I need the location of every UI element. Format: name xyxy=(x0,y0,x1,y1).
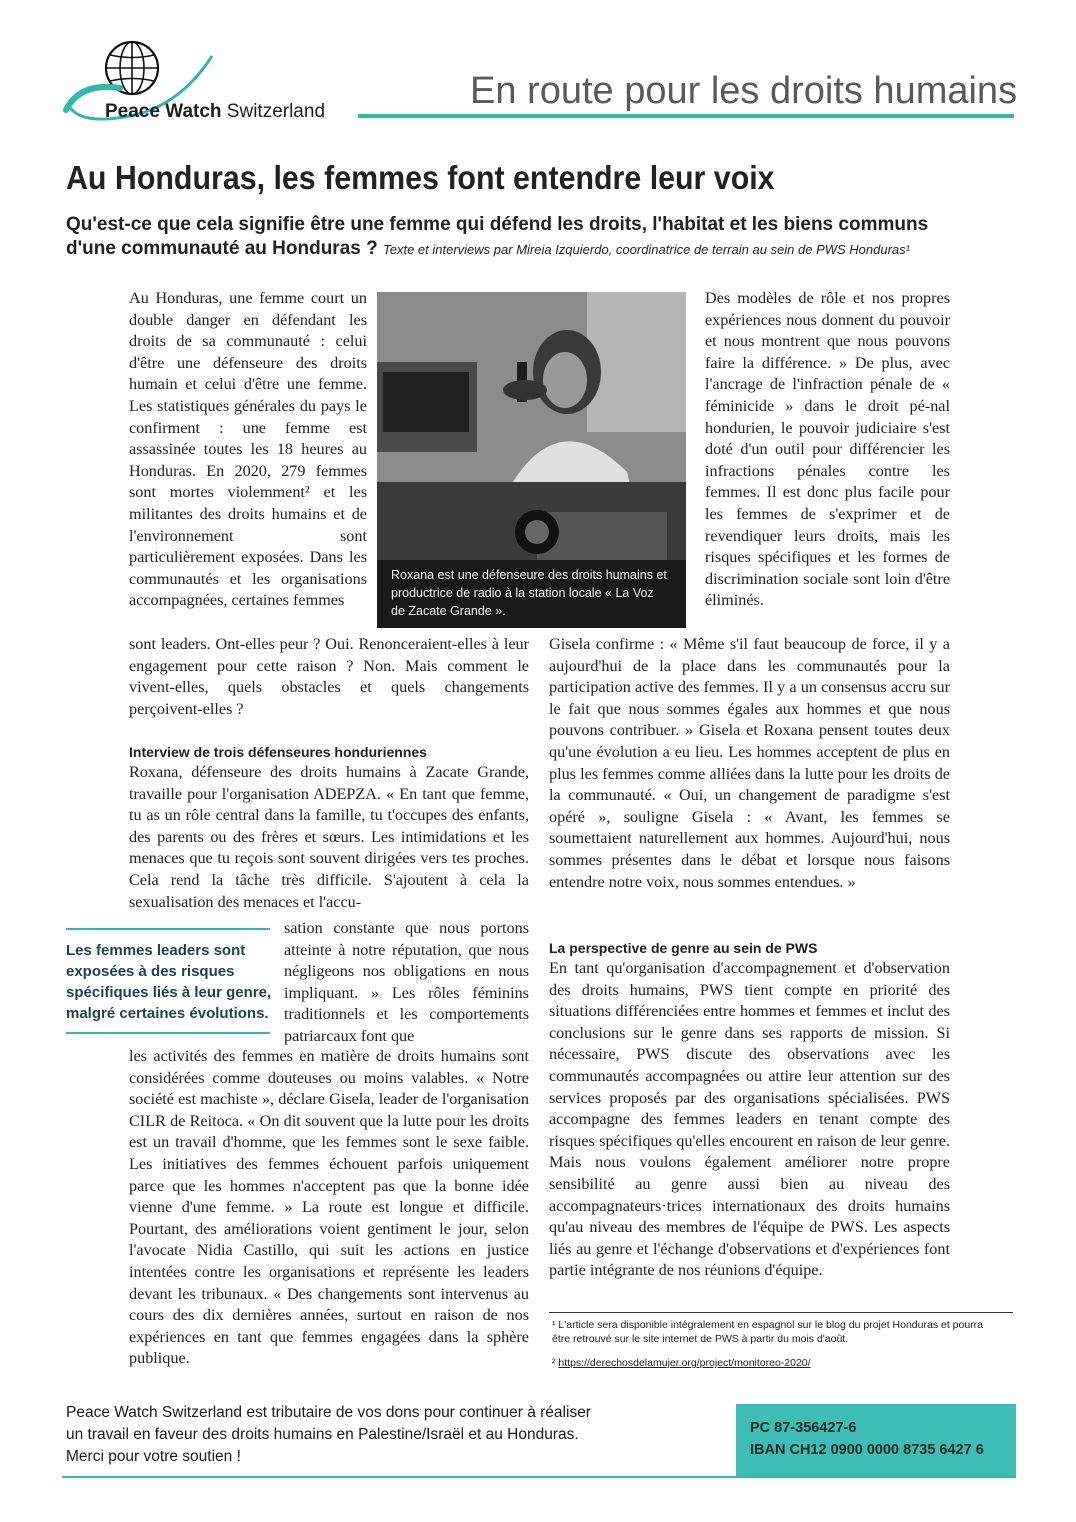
footnote-2-link[interactable]: https://derechosdelamujer.org/project/monitoreo-2020/ xyxy=(558,1357,811,1369)
tagline: En route pour les droits humains xyxy=(470,70,1018,112)
appeal-line-2: un travail en faveur des droits humains en Palestine/Israël et au Honduras. xyxy=(66,1426,579,1443)
bank-details-box xyxy=(736,1404,1016,1478)
pull-quote-rule-bottom xyxy=(66,1032,270,1034)
subhead-interview: Interview de trois défenseures honduriennes xyxy=(129,744,427,760)
col2-block-1 xyxy=(705,288,950,612)
footnote-2 xyxy=(552,1356,1002,1370)
intro-block-2 xyxy=(129,634,529,720)
postal-account: PC 87-356427-6 xyxy=(750,1420,857,1436)
article-lead xyxy=(66,213,966,262)
footer-rule xyxy=(62,1476,1016,1478)
lead-text: Qu'est-ce que cela signifie être une femme qui défend les droits, l'habitat et les biens communs d'une communauté au Honduras ? xyxy=(66,214,929,259)
org-logo-text xyxy=(105,101,325,123)
footnote-rule xyxy=(549,1312,1013,1313)
interview-section xyxy=(129,742,529,913)
gender-section xyxy=(549,938,950,1282)
interview-block-3 xyxy=(129,1046,529,1370)
interview-text-3: les activités des femmes en matière de droits humains sont considérées comme douteuses ou moins valables. « Notre société est machiste », déclare Gisela, leader de l'organisation CILR de Reitoca. « On dit souvent que la lutte pour les droits est un travail d'homme, que les femmes sont le sexe faible. Les initiatives des femmes échouent parfois uniquement parce que les hommes n'acceptent pas que la bonne idée vienne d'une femme. » La route est longue et difficile. Pourtant, des améliorations voient gentiment le jour, selon l'avocate Nidia Castillo, qui suit les actions en justice intentées contre les organisations et représente les leaders devant les tribunaux. « Des changements sont intervenus au cours des dix dernières années, surtout en raison de nos expériences en tant que femmes engagées dans la sphère publique. xyxy=(129,1047,529,1368)
col2-text-2: Gisela confirme : « Même s'il faut beaucoup de force, il y a aujourd'hui de la place dans les communautés pour la participation active des femmes. Il y a un consensus accru sur le fait que nous sommes égales aux hommes et que nous pouvons contribuer. » Gisela et Roxana pensent toutes deux qu'une évolution a eu lieu. Les hommes acceptent de plus en plus les femmes comme alliées dans la lutte pour les droits de la communauté. « Oui, un changement de paradigme s'est opéré », souligne Gisela : « Avant, les femmes se soumettaient naturellement aux hommes. Aujourd'hui, nous sommes présentes dans le débat et lorsque nous faisons entendre notre voix, nous sommes entendues. » xyxy=(549,635,950,891)
col2-text-1: Des modèles de rôle et nos propres expériences nous donnent du pouvoir et nous montrent que nous pouvons faire la différence. » De plus, avec l'ancrage de l'infraction pénale de « féminicide » dans le droit pé-nal hondurien, le pouvoir judiciaire s'est doté d'un outil pour différencier les infractions pénales contre les femmes. Il est donc plus facile pour les femmes de s'exprimer et de revendiquer leurs droits, mais les risques spécifiques et les formes de discrimination sociale sont loin d'être éliminés. xyxy=(705,289,950,610)
header-rule xyxy=(358,114,1014,118)
logo-swoosh xyxy=(60,52,220,137)
donation-appeal xyxy=(66,1402,706,1468)
footnote-2-mark: ² xyxy=(552,1357,559,1369)
pull-quote-rule-top xyxy=(66,928,270,930)
footnote-1: ¹ L'article sera disponible intégralement en espagnol sur le blog du projet Honduras et pourra être retrouvé sur le site internet de PWS à partir du mois d'août. xyxy=(552,1319,984,1345)
pull-quote: Les femmes leaders sont exposées à des risques spécifiques liés à leur genre, malgré certaines évolutions. xyxy=(66,942,272,1022)
interview-text-2: sation constante que nous portons atteinte à notre réputation, que nous négligeons nos obligations en nous impliquant. » Les rôles féminins traditionnels et les comportements patriarcaux font que xyxy=(284,919,529,1045)
intro-text-1: Au Honduras, une femme court un double danger en défendant les droits de sa communauté : celui d'être une défenseure des droits humain et celui d'être une femme. Les statistiques générales du pays le confirment : une femme est assassinée toutes les 18 heures au Honduras. En 2020, 279 femmes sont mortes violemment² et les militantes des droits humains et de l'environnement sont particulièrement exposées. Dans les communautés et les organisations accompagnées, certaines femmes xyxy=(129,289,367,610)
byline: Texte et interviews par Mireia Izquierdo, coordinatrice de terrain au sein de PWS Honduras¹ xyxy=(383,242,910,257)
interview-text-1: Roxana, défenseure des droits humains à Zacate Grande, travaille pour l'organisation ADEPZA. « En tant que femme, tu as un rôle central dans la famille, tu t'occupes des enfants, des parents ou des frères et sœurs. Les intimidations et les menaces que tu reçois sont souvent dirigées vers tes proches. Cela rend la tâche très difficile. S'ajoutent à cela la sexualisation des menaces et l'accu- xyxy=(129,763,529,911)
appeal-line-1: Peace Watch Switzerland est tributaire de vos dons pour continuer à réaliser xyxy=(66,1404,591,1421)
subhead-gender: La perspective de genre au sein de PWS xyxy=(549,940,818,956)
iban: IBAN CH12 0900 0000 8735 6427 6 xyxy=(750,1442,984,1458)
appeal-line-3: Merci pour votre soutien ! xyxy=(66,1448,241,1465)
article-photo xyxy=(377,292,686,628)
intro-block-1 xyxy=(129,288,367,612)
gender-text: En tant qu'organisation d'accompagnement et d'observation des droits humains, PWS tient compte en priorité des situations différenciées entre hommes et femmes et inclut des conclusions sur le genre dans ses rapports de mission. Si nécessaire, PWS discute des observations avec les communautés accompagnées ou attire leur attention sur des services proposés par des organisations spécialisées. PWS accompagne des femmes leaders en tenant compte des risques spécifiques qu'elles encourent en raison de leur genre. Mais nous voulons également améliorer notre propre sensibilité au genre aussi bien au niveau des accompagnateurs·trices internationaux des droits humains qu'au niveau des membres de l'équipe de PWS. Les aspects liés au genre et l'échange d'observations et d'expériences font partie intégrante de nos réunions d'équipe. xyxy=(549,959,950,1280)
org-name-bold: Peace Watch xyxy=(105,101,222,122)
interview-block-2 xyxy=(284,918,529,1048)
photo-caption: Roxana est une défenseure des droits humains et productrice de radio à la station locale « La Voz de Zacate Grande ». xyxy=(391,568,667,618)
col2-block-2 xyxy=(549,634,950,893)
intro-text-2: sont leaders. Ont-elles peur ? Oui. Renonceraient-elles à leur engagement pour cette raison ? Non. Mais comment le vivent-elles, quels obstacles et quels changements perçoivent-elles ? xyxy=(129,635,529,718)
article-title: Au Honduras, les femmes font entendre leur voix xyxy=(66,159,775,196)
org-name-light: Switzerland xyxy=(221,101,326,122)
